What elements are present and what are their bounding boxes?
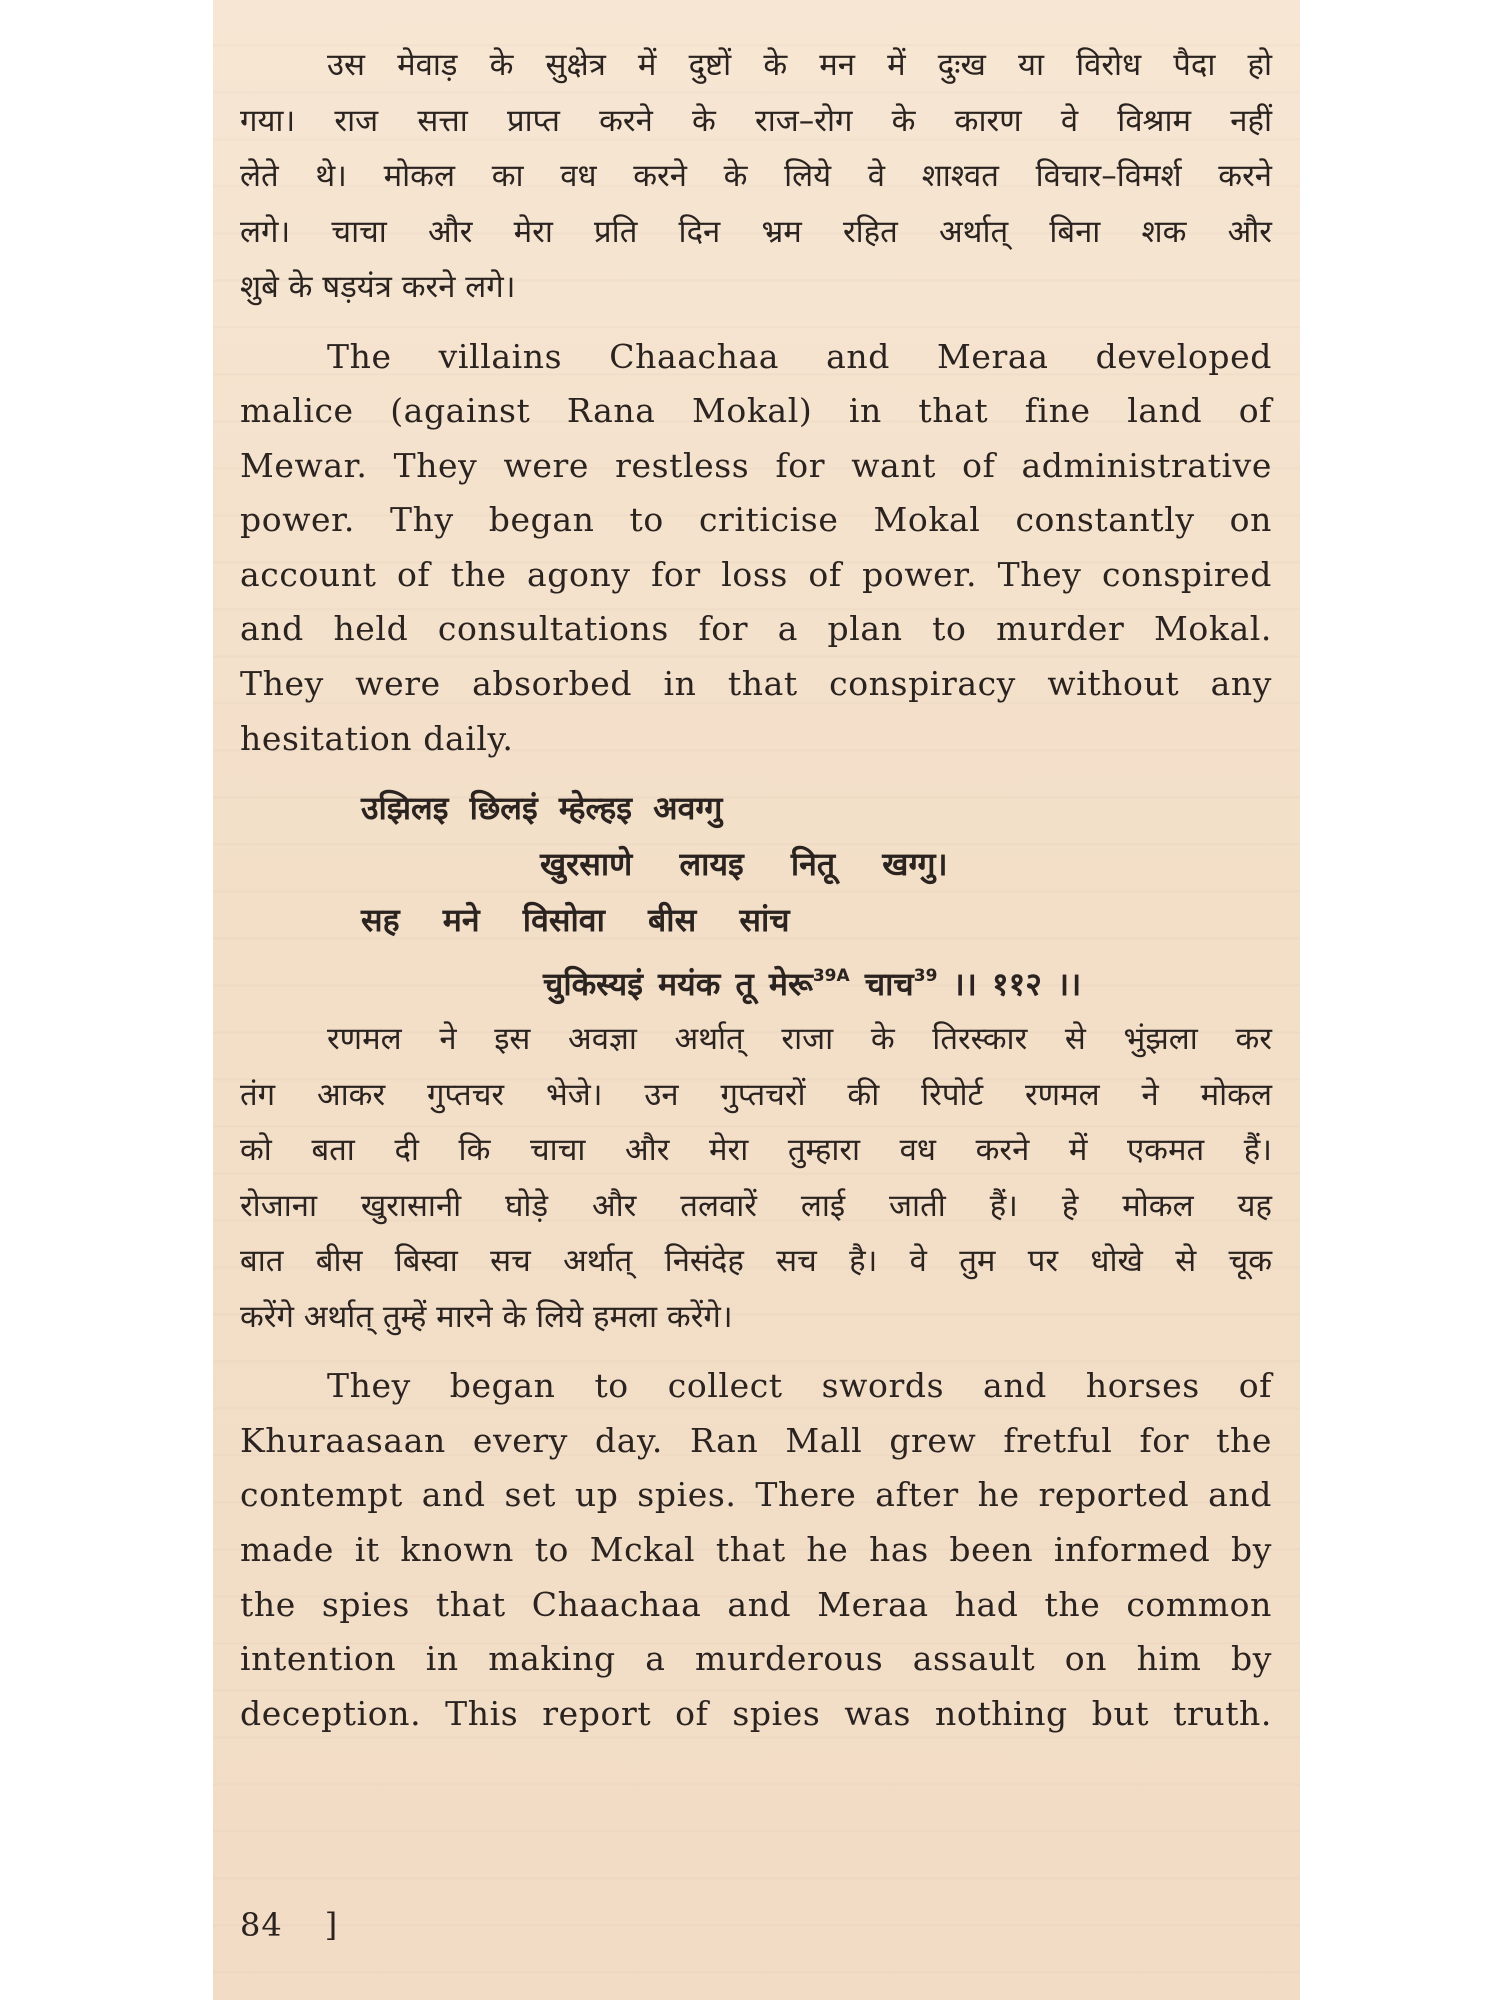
text-line: power. Thy began to criticise Mokal constantly on bbox=[240, 500, 1272, 540]
text-line: उस मेवाड़ के सुक्षेत्र में दुष्टों के मन में दुःख या विरोध पैदा हो bbox=[327, 47, 1272, 83]
text-line: They began to collect swords and horses of bbox=[327, 1366, 1272, 1406]
text-line: रणमल ने इस अवज्ञा अर्थात् राजा के तिरस्कार से भुंझला कर bbox=[327, 1021, 1272, 1058]
english-paragraph-2 bbox=[240, 1359, 1272, 1741]
text-line: contempt and set up spies. There after he reported and bbox=[240, 1475, 1272, 1515]
text-line: गया। राज सत्ता प्राप्त करने के राज–रोग के कारण वे विश्राम नहीं bbox=[240, 102, 1272, 139]
footnote-ref-39: 39 bbox=[913, 966, 938, 987]
text-line: malice (against Rana Mokal) in that fine land of bbox=[240, 391, 1272, 431]
text-line: लगे। चाचा और मेरा प्रति दिन भ्रम रहित अर्थात् बिना शक और bbox=[240, 213, 1272, 250]
text-line: hesitation daily. bbox=[240, 718, 514, 758]
text-line: deception. This report of spies was nothing but truth. bbox=[240, 1693, 1272, 1733]
verse-line-4-text: चुकिस्यइं मयंक तू मेरू bbox=[543, 965, 813, 1004]
hindi-paragraph-2 bbox=[240, 1012, 1272, 1345]
text-line: को बता दी कि चाचा और मेरा तुम्हारा वध करने में एकमत हैं। bbox=[240, 1132, 1272, 1169]
verse-line-4-text: चाच bbox=[849, 965, 914, 1004]
text-line: Khuraasaan every day. Ran Mall grew fretful for the bbox=[240, 1420, 1272, 1460]
text-line: The villains Chaachaa and Meraa developed bbox=[327, 336, 1272, 376]
verse-line-4 bbox=[543, 948, 1272, 1004]
text-line: तंग आकर गुप्तचर भेजे। उन गुप्तचरों की रिपोर्ट रणमल ने मोकल bbox=[240, 1076, 1272, 1113]
verse-number: ।। ११२ ।। bbox=[937, 965, 1082, 1004]
hindi-paragraph-1 bbox=[240, 38, 1272, 316]
page-footer bbox=[240, 1906, 338, 1944]
text-line: लेते थे। मोकल का वध करने के लिये वे शाश्वत विचार–विमर्श करने bbox=[240, 158, 1272, 194]
verse-line-2: खुरसाणे लायइ नितू खग्गु। bbox=[540, 845, 948, 884]
text-line: बात बीस बिस्वा सच अर्थात् निसंदेह सच है। वे तुम पर धोखे से चूक bbox=[240, 1243, 1272, 1280]
verse-line-1: उझिलइ छिलइं म्हेल्हइ अवग्गु bbox=[361, 789, 723, 828]
text-line: Mewar. They were restless for want of administrative bbox=[240, 445, 1272, 485]
verse-line-3: सह मने विसोवा बीस सांच bbox=[361, 901, 790, 940]
page-number: 84 bbox=[240, 1906, 283, 1944]
text-line: the spies that Chaachaa and Meraa had the common bbox=[240, 1584, 1272, 1624]
text-line: account of the agony for loss of power. They conspired bbox=[240, 554, 1272, 594]
book-page bbox=[213, 0, 1300, 2000]
footnote-ref-39a: 39A bbox=[812, 966, 850, 987]
verse-block bbox=[240, 780, 1272, 1004]
text-line: made it known to Mckal that he has been informed by bbox=[240, 1530, 1272, 1570]
text-line: करेंगे अर्थात् तुम्हें मारने के लिये हमला करेंगे। bbox=[240, 1298, 733, 1335]
text-line: intention in making a murderous assault on him by bbox=[240, 1639, 1272, 1679]
text-line: शुबे के षड़यंत्र करने लगे। bbox=[240, 269, 516, 305]
text-line: and held consultations for a plan to murder Mokal. bbox=[240, 609, 1272, 649]
closing-bracket: ] bbox=[324, 1906, 339, 1944]
text-line: They were absorbed in that conspiracy without any bbox=[240, 664, 1272, 704]
text-line: रोजाना खुरासानी घोड़े और तलवारें लाई जाती हैं। हे मोकल यह bbox=[240, 1187, 1272, 1224]
english-paragraph-1 bbox=[240, 330, 1272, 767]
